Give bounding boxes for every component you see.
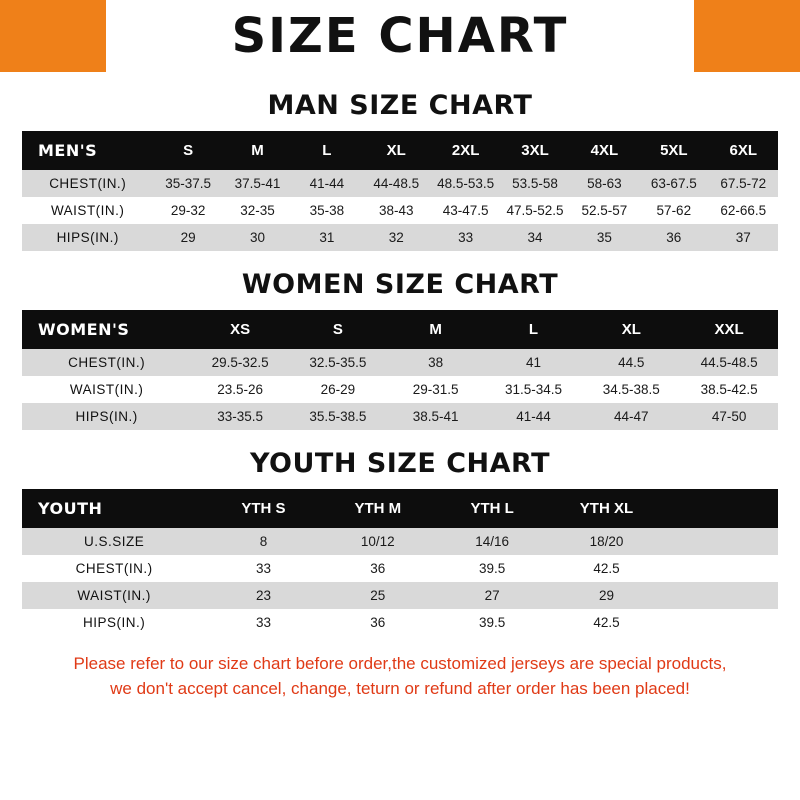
youth-waist-s: 23 bbox=[206, 582, 320, 609]
women-header-xxl: XXL bbox=[680, 310, 778, 349]
men-size-table bbox=[22, 131, 778, 251]
table-row bbox=[22, 555, 778, 582]
women-hips-xl: 44-47 bbox=[582, 403, 680, 430]
men-waist-2xl: 43-47.5 bbox=[431, 197, 500, 224]
table-row bbox=[22, 224, 778, 251]
women-hips-s: 35.5-38.5 bbox=[289, 403, 387, 430]
men-chest-l: 41-44 bbox=[292, 170, 361, 197]
youth-waist-xl: 29 bbox=[549, 582, 663, 609]
youth-row-spacer bbox=[664, 582, 778, 609]
youth-chest-s: 33 bbox=[206, 555, 320, 582]
men-hips-3xl: 34 bbox=[500, 224, 569, 251]
page-title: SIZE CHART bbox=[231, 8, 569, 64]
women-waist-l: 31.5-34.5 bbox=[485, 376, 583, 403]
women-chest-xl: 44.5 bbox=[582, 349, 680, 376]
youth-header-m: YTH M bbox=[321, 489, 435, 528]
men-waist-4xl: 52.5-57 bbox=[570, 197, 639, 224]
table-row bbox=[22, 376, 778, 403]
youth-row-spacer bbox=[664, 555, 778, 582]
men-header-xl: XL bbox=[362, 131, 431, 170]
men-header-4xl: 4XL bbox=[570, 131, 639, 170]
women-size-table bbox=[22, 310, 778, 430]
youth-ussize-m: 10/12 bbox=[321, 528, 435, 555]
youth-ussize-xl: 18/20 bbox=[549, 528, 663, 555]
footer-note-line1: Please refer to our size chart before order,the customized jerseys are special products, bbox=[73, 654, 727, 673]
table-row bbox=[22, 403, 778, 430]
youth-waist-l: 27 bbox=[435, 582, 549, 609]
table-row bbox=[22, 197, 778, 224]
women-waist-xs: 23.5-26 bbox=[191, 376, 289, 403]
women-waist-xxl: 38.5-42.5 bbox=[680, 376, 778, 403]
youth-hips-m: 36 bbox=[321, 609, 435, 636]
header-banner bbox=[0, 0, 800, 72]
women-chest-xxl: 44.5-48.5 bbox=[680, 349, 778, 376]
women-chest-s: 32.5-35.5 bbox=[289, 349, 387, 376]
men-waist-label: WAIST(IN.) bbox=[22, 197, 153, 224]
men-chest-m: 37.5-41 bbox=[223, 170, 292, 197]
youth-header-spacer bbox=[664, 489, 778, 528]
men-chest-3xl: 53.5-58 bbox=[500, 170, 569, 197]
women-hips-xs: 33-35.5 bbox=[191, 403, 289, 430]
table-row bbox=[22, 582, 778, 609]
women-chest-m: 38 bbox=[387, 349, 485, 376]
youth-row-spacer bbox=[664, 528, 778, 555]
men-waist-3xl: 47.5-52.5 bbox=[500, 197, 569, 224]
youth-hips-xl: 42.5 bbox=[549, 609, 663, 636]
women-hips-xxl: 47-50 bbox=[680, 403, 778, 430]
youth-header-label: YOUTH bbox=[22, 489, 206, 528]
women-header-xl: XL bbox=[582, 310, 680, 349]
men-header-l: L bbox=[292, 131, 361, 170]
youth-header-l: YTH L bbox=[435, 489, 549, 528]
youth-header-s: YTH S bbox=[206, 489, 320, 528]
women-hips-l: 41-44 bbox=[485, 403, 583, 430]
men-chest-xl: 44-48.5 bbox=[362, 170, 431, 197]
men-waist-6xl: 62-66.5 bbox=[709, 197, 778, 224]
men-header-2xl: 2XL bbox=[431, 131, 500, 170]
youth-size-table bbox=[22, 489, 778, 636]
youth-ussize-label: U.S.SIZE bbox=[22, 528, 206, 555]
men-hips-m: 30 bbox=[223, 224, 292, 251]
banner-left-accent bbox=[0, 0, 106, 72]
table-row bbox=[22, 170, 778, 197]
youth-ussize-l: 14/16 bbox=[435, 528, 549, 555]
youth-chest-xl: 42.5 bbox=[549, 555, 663, 582]
men-hips-2xl: 33 bbox=[431, 224, 500, 251]
chart-content bbox=[0, 90, 800, 701]
women-waist-m: 29-31.5 bbox=[387, 376, 485, 403]
youth-chest-l: 39.5 bbox=[435, 555, 549, 582]
youth-waist-label: WAIST(IN.) bbox=[22, 582, 206, 609]
men-chest-2xl: 48.5-53.5 bbox=[431, 170, 500, 197]
banner-right-accent bbox=[694, 0, 800, 72]
youth-header-xl: YTH XL bbox=[549, 489, 663, 528]
men-waist-l: 35-38 bbox=[292, 197, 361, 224]
men-header-label: MEN'S bbox=[22, 131, 153, 170]
men-waist-s: 29-32 bbox=[153, 197, 222, 224]
women-header-xs: XS bbox=[191, 310, 289, 349]
women-header-label: WOMEN'S bbox=[22, 310, 191, 349]
men-hips-5xl: 36 bbox=[639, 224, 708, 251]
men-header-s: S bbox=[153, 131, 222, 170]
men-header-3xl: 3XL bbox=[500, 131, 569, 170]
table-header-row bbox=[22, 131, 778, 170]
table-header-row bbox=[22, 310, 778, 349]
men-header-m: M bbox=[223, 131, 292, 170]
youth-hips-s: 33 bbox=[206, 609, 320, 636]
youth-section-title: YOUTH SIZE CHART bbox=[249, 448, 551, 479]
men-section-title: MAN SIZE CHART bbox=[267, 90, 533, 121]
men-hips-6xl: 37 bbox=[709, 224, 778, 251]
men-chest-5xl: 63-67.5 bbox=[639, 170, 708, 197]
women-header-l: L bbox=[485, 310, 583, 349]
table-row bbox=[22, 609, 778, 636]
men-chest-label: CHEST(IN.) bbox=[22, 170, 153, 197]
women-hips-label: HIPS(IN.) bbox=[22, 403, 191, 430]
men-hips-xl: 32 bbox=[362, 224, 431, 251]
men-header-6xl: 6XL bbox=[709, 131, 778, 170]
youth-waist-m: 25 bbox=[321, 582, 435, 609]
youth-chest-m: 36 bbox=[321, 555, 435, 582]
footer-note bbox=[22, 652, 778, 701]
women-hips-m: 38.5-41 bbox=[387, 403, 485, 430]
men-hips-label: HIPS(IN.) bbox=[22, 224, 153, 251]
men-chest-4xl: 58-63 bbox=[570, 170, 639, 197]
men-header-5xl: 5XL bbox=[639, 131, 708, 170]
men-hips-s: 29 bbox=[153, 224, 222, 251]
table-row bbox=[22, 528, 778, 555]
footer-note-line2: we don't accept cancel, change, teturn or refund after order has been placed! bbox=[110, 678, 690, 698]
youth-chest-label: CHEST(IN.) bbox=[22, 555, 206, 582]
women-header-m: M bbox=[387, 310, 485, 349]
men-hips-4xl: 35 bbox=[570, 224, 639, 251]
men-chest-s: 35-37.5 bbox=[153, 170, 222, 197]
men-waist-m: 32-35 bbox=[223, 197, 292, 224]
women-section-title: WOMEN SIZE CHART bbox=[241, 269, 559, 300]
women-chest-l: 41 bbox=[485, 349, 583, 376]
youth-row-spacer bbox=[664, 609, 778, 636]
women-header-s: S bbox=[289, 310, 387, 349]
men-waist-5xl: 57-62 bbox=[639, 197, 708, 224]
men-hips-l: 31 bbox=[292, 224, 361, 251]
youth-hips-label: HIPS(IN.) bbox=[22, 609, 206, 636]
men-chest-6xl: 67.5-72 bbox=[709, 170, 778, 197]
youth-ussize-s: 8 bbox=[206, 528, 320, 555]
table-row bbox=[22, 349, 778, 376]
women-waist-label: WAIST(IN.) bbox=[22, 376, 191, 403]
women-waist-s: 26-29 bbox=[289, 376, 387, 403]
women-waist-xl: 34.5-38.5 bbox=[582, 376, 680, 403]
men-waist-xl: 38-43 bbox=[362, 197, 431, 224]
table-header-row bbox=[22, 489, 778, 528]
youth-hips-l: 39.5 bbox=[435, 609, 549, 636]
women-chest-xs: 29.5-32.5 bbox=[191, 349, 289, 376]
women-chest-label: CHEST(IN.) bbox=[22, 349, 191, 376]
